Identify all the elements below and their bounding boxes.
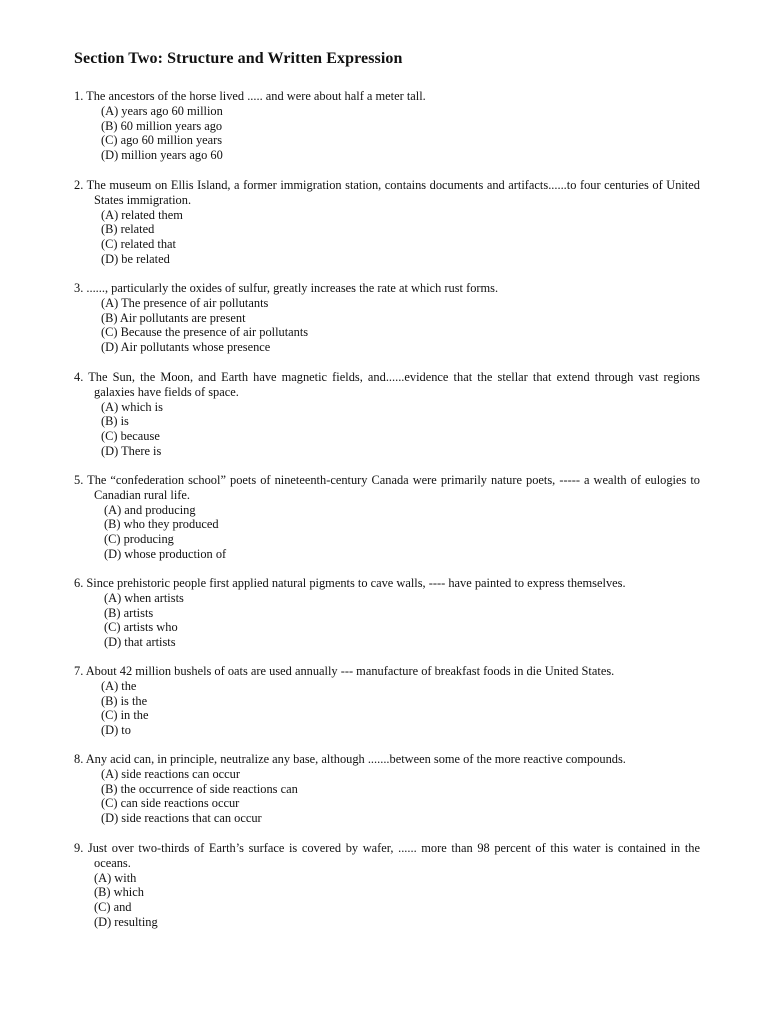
answer-options: [74, 296, 700, 355]
answer-options: [74, 767, 700, 826]
answer-options: [74, 871, 700, 930]
answer-option-d: (D) be related: [101, 251, 170, 266]
answer-option-b: (B) artists: [104, 605, 154, 620]
answer-option-a: (A) side reactions can occur: [101, 766, 240, 781]
answer-option-c: (C) Because the presence of air pollutants: [101, 325, 309, 340]
answer-option-d: (D) whose production of: [104, 546, 227, 561]
answer-option-a: (A) years ago 60 million: [101, 103, 223, 118]
question-stem: 6. Since prehistoric people first applied natural pigments to cave walls, ---- have painted to express themselves.: [74, 576, 626, 590]
answer-option-b: (B) 60 million years ago: [101, 118, 223, 133]
answer-option-c: (C) ago 60 million years: [101, 133, 223, 148]
question-stem: 2. The museum on Ellis Island, a former immigration station, contains documents and artifacts......to four centuries of United States immigration.: [74, 178, 700, 207]
answer-options: [74, 400, 700, 459]
answer-option-c: (C) can side reactions occur: [101, 796, 240, 811]
question-stem: 8. Any acid can, in principle, neutralize any base, although .......between some of the more reactive compounds.: [74, 752, 626, 766]
answer-option-b: (B) is: [101, 414, 129, 429]
answer-options: [74, 679, 700, 738]
answer-option-a: (A) which is: [101, 399, 163, 414]
answer-option-b: (B) which: [94, 885, 144, 900]
answer-options: [74, 208, 700, 267]
answer-option-d: (D) to: [101, 723, 131, 738]
answer-options: [74, 503, 700, 562]
question-5: [74, 473, 700, 562]
question-stem: 3. ......, particularly the oxides of sulfur, greatly increases the rate at which rust forms.: [74, 281, 499, 295]
answer-option-a: (A) when artists: [104, 590, 184, 605]
section-title: Section Two: Structure and Written Expression: [74, 50, 403, 67]
answer-options: [74, 591, 700, 650]
answer-option-d: (D) resulting: [94, 914, 158, 929]
answer-option-b: (B) is the: [101, 693, 148, 708]
question-9: [74, 841, 700, 930]
answer-option-c: (C) related that: [101, 237, 176, 252]
answer-option-d: (D) Air pollutants whose presence: [101, 340, 271, 355]
answer-option-a: (A) with: [94, 870, 137, 885]
answer-option-c: (C) artists who: [104, 620, 178, 635]
answer-option-d: (D) that artists: [104, 635, 176, 650]
question-3: [74, 281, 700, 355]
question-stem: 9. Just over two-thirds of Earth’s surface is covered by wafer, ...... more than 98 percent of this water is contained in the oceans.: [74, 841, 700, 870]
answer-option-a: (A) and producing: [104, 502, 196, 517]
answer-option-b: (B) Air pollutants are present: [101, 310, 246, 325]
answer-option-d: (D) side reactions that can occur: [101, 811, 262, 826]
answer-option-c: (C) producing: [104, 532, 174, 547]
answer-option-b: (B) related: [101, 222, 155, 237]
question-2: [74, 178, 700, 267]
question-stem: 5. The “confederation school” poets of nineteenth-century Canada were primarily nature poets, ----- a wealth of eulogies to Canadian rural life.: [74, 473, 700, 502]
question-1: [74, 89, 700, 163]
answer-option-b: (B) the occurrence of side reactions can: [101, 781, 298, 796]
answer-option-c: (C) and: [94, 900, 132, 915]
question-stem: 4. The Sun, the Moon, and Earth have magnetic fields, and......evidence that the stellar that extend through vast regions galaxies have fields of space.: [74, 370, 700, 399]
answer-option-d: (D) million years ago 60: [101, 148, 223, 163]
question-7: [74, 664, 700, 738]
answer-option-c: (C) because: [101, 429, 160, 444]
answer-option-b: (B) who they produced: [104, 517, 219, 532]
question-8: [74, 752, 700, 826]
answer-option-d: (D) There is: [101, 443, 162, 458]
answer-option-a: (A) The presence of air pollutants: [101, 295, 269, 310]
answer-option-a: (A) the: [101, 678, 137, 693]
question-6: [74, 576, 700, 650]
answer-option-a: (A) related them: [101, 207, 183, 222]
question-4: [74, 370, 700, 459]
question-stem: 7. About 42 million bushels of oats are used annually --- manufacture of breakfast foods in die United States.: [74, 664, 615, 678]
answer-options: [74, 104, 700, 163]
answer-option-c: (C) in the: [101, 708, 149, 723]
question-stem: 1. The ancestors of the horse lived ..... and were about half a meter tall.: [74, 89, 426, 103]
